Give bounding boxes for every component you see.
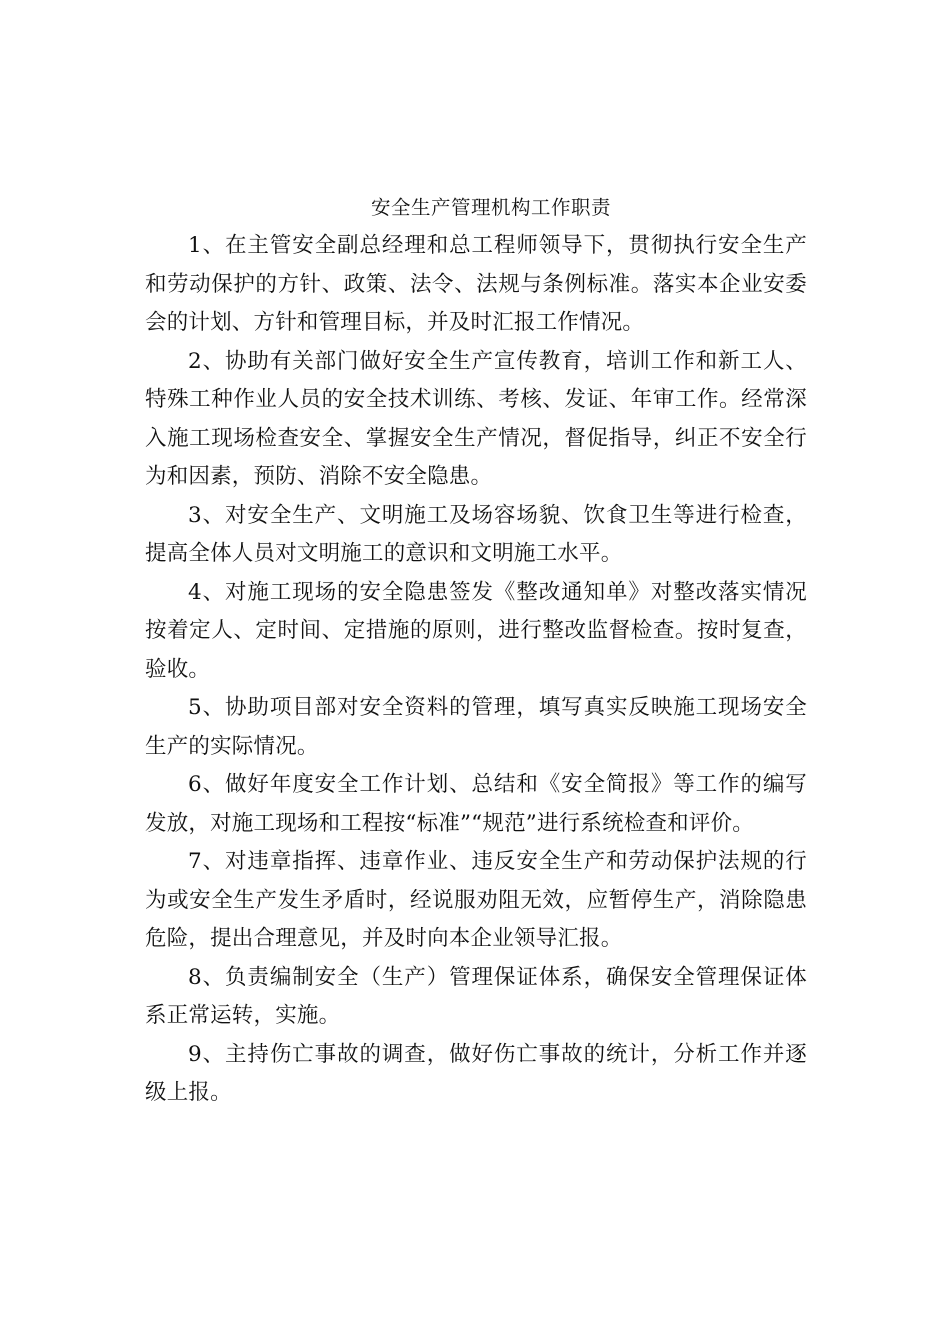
paragraph-3: 3、对安全生产、文明施工及场容场貌、饮食卫生等进行检查，提高全体人员对文明施工的意识和文明施工水平。 (145, 502, 807, 566)
paragraph-6: 6、做好年度安全工作计划、总结和《安全简报》等工作的编写发放，对施工现场和工程按“标准”“规范”进行系统检查和评价。 (145, 772, 807, 836)
paragraph-7: 7、对违章指挥、违章作业、违反安全生产和劳动保护法规的行为或安全生产发生矛盾时，经说服劝阻无效，应暂停生产，消除隐患危险，提出合理意见，并及时向本企业领导汇报。 (145, 849, 807, 951)
paragraph-9: 9、主持伤亡事故的调查，做好伤亡事故的统计，分析工作并逐级上报。 (145, 1041, 807, 1105)
paragraph-1: 1、在主管安全副总经理和总工程师领导下，贯彻执行安全生产和劳动保护的方针、政策、法令、法规与条例标准。落实本企业安委会的计划、方针和管理目标，并及时汇报工作情况。 (145, 233, 807, 335)
paragraph-2: 2、协助有关部门做好安全生产宣传教育，培训工作和新工人、特殊工种作业人员的安全技术训练、考核、发证、年审工作。经常深入施工现场检查安全、掌握安全生产情况，督促指导，纠正不安全行为和因素，预防、消除不安全隐患。 (145, 348, 807, 489)
document-page (145, 195, 807, 1113)
document-title: 安全生产管理机构工作职责 (370, 196, 611, 219)
paragraph-4: 4、对施工现场的安全隐患签发《整改通知单》对整改落实情况按着定人、定时间、定措施的原则，进行整改监督检查。按时复查，验收。 (145, 579, 807, 682)
paragraph-5: 5、协助项目部对安全资料的管理，填写真实反映施工现场安全生产的实际情况。 (145, 695, 807, 759)
paragraph-8: 8、负责编制安全（生产）管理保证体系，确保安全管理保证体系正常运转，实施。 (145, 964, 807, 1028)
